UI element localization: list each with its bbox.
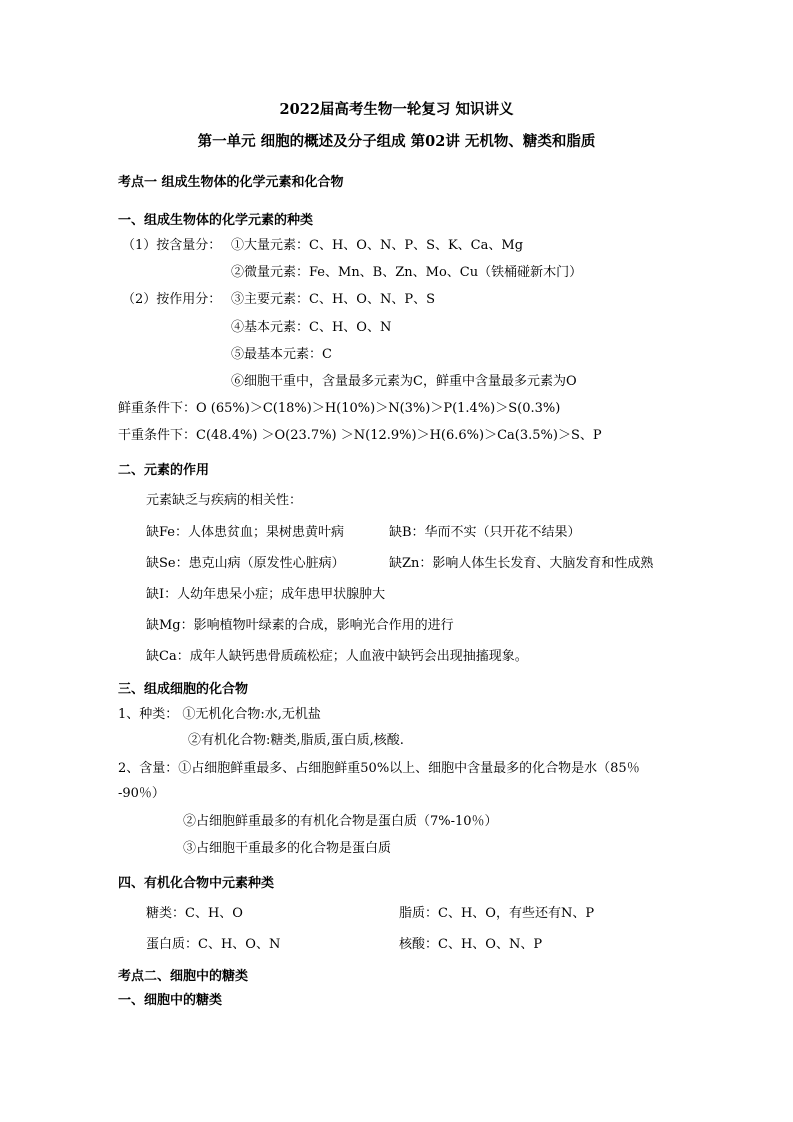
deficiency-zn: 缺Zn：影响人体生长发育、大脑发育和性成熟 — [389, 556, 654, 571]
deficiency-i: 缺I：人幼年患呆小症；成年患甲状腺肿大 — [146, 587, 386, 602]
dry-weight-order-line: 干重条件下：C(48.4%) ＞O(23.7%) ＞N(12.9%)＞H(6.6%)＞Ca(3.5%)＞S、P — [118, 428, 602, 443]
most-abundant-element-line: ⑥细胞干重中，含量最多元素为C，鲜重中含量最多元素为O — [231, 374, 577, 389]
macro-elements-line: ①大量元素：C、H、O、N、P、S、K、Ca、Mg — [231, 238, 524, 253]
deficiency-se: 缺Se：患克山病（原发性心脏病） — [146, 556, 345, 571]
deficiency-fe: 缺Fe：人体患贫血；果树患黄叶病 — [146, 525, 345, 540]
lecture-title: 第一单元 细胞的概述及分子组成 第02讲 无机物、糖类和脂质 — [197, 133, 596, 150]
exam-point-2-heading: 考点二、细胞中的糖类 — [118, 969, 249, 984]
nucleic-acid-elements: 核酸：C、H、O、N、P — [399, 937, 543, 952]
deficiency-mg: 缺Mg：影响植物叶绿素的合成，影响光合作用的进行 — [146, 618, 454, 633]
compound-types-line-1: 1、种类： ①无机化合物:水,无机盐 — [118, 707, 321, 722]
sugar-elements: 糖类：C、H、O — [146, 906, 243, 921]
document-title: 2022届高考生物一轮复习 知识讲义 — [279, 101, 514, 118]
section-2-heading: 二、元素的作用 — [118, 463, 210, 478]
exam-point-1-heading: 考点一 组成生物体的化学元素和化合物 — [118, 175, 344, 190]
section-3-heading: 三、组成细胞的化合物 — [118, 682, 249, 697]
compound-content-line-1-cont: -90％） — [118, 786, 165, 801]
compound-content-line-2: ②占细胞鲜重最多的有机化合物是蛋白质（7%-10％） — [183, 814, 498, 829]
section-4-heading: 四、有机化合物中元素种类 — [118, 876, 275, 891]
fresh-weight-order-line: 鲜重条件下：O (65%)＞C(18%)＞H(10%)＞N(3%)＞P(1.4%)＞S(0.3%) — [118, 401, 561, 416]
most-basic-element-line: ⑤最基本元素：C — [231, 347, 332, 362]
trace-elements-line: ②微量元素：Fe、Mn、B、Zn、Mo、Cu（铁桶碰新木门） — [231, 265, 583, 280]
compound-types-line-2: ②有机化合物:糖类,脂质,蛋白质,核酸. — [188, 733, 404, 748]
section-5-heading: 一、细胞中的糖类 — [118, 993, 223, 1008]
classify-by-function-label: （2）按作用分： — [122, 292, 222, 307]
deficiency-ca: 缺Ca：成年人缺钙患骨质疏松症；人血液中缺钙会出现抽搐现象。 — [146, 649, 528, 664]
deficiency-b: 缺B：华而不实（只开花不结果） — [389, 525, 581, 540]
basic-elements-line: ④基本元素：C、H、O、N — [231, 320, 392, 335]
compound-content-line-3: ③占细胞干重最多的化合物是蛋白质 — [183, 841, 392, 856]
protein-elements: 蛋白质：C、H、O、N — [146, 937, 281, 952]
compound-content-line-1: 2、含量：①占细胞鲜重最多、占细胞鲜重50%以上、细胞中含量最多的化合物是水（85％ — [118, 761, 640, 776]
main-elements-line: ③主要元素：C、H、O、N、P、S — [231, 292, 435, 307]
lipid-elements: 脂质：C、H、O，有些还有N、P — [399, 906, 595, 921]
deficiency-intro: 元素缺乏与疾病的相关性： — [146, 493, 303, 508]
classify-by-content-label: （1）按含量分： — [122, 238, 222, 253]
section-1-heading: 一、组成生物体的化学元素的种类 — [118, 213, 314, 228]
